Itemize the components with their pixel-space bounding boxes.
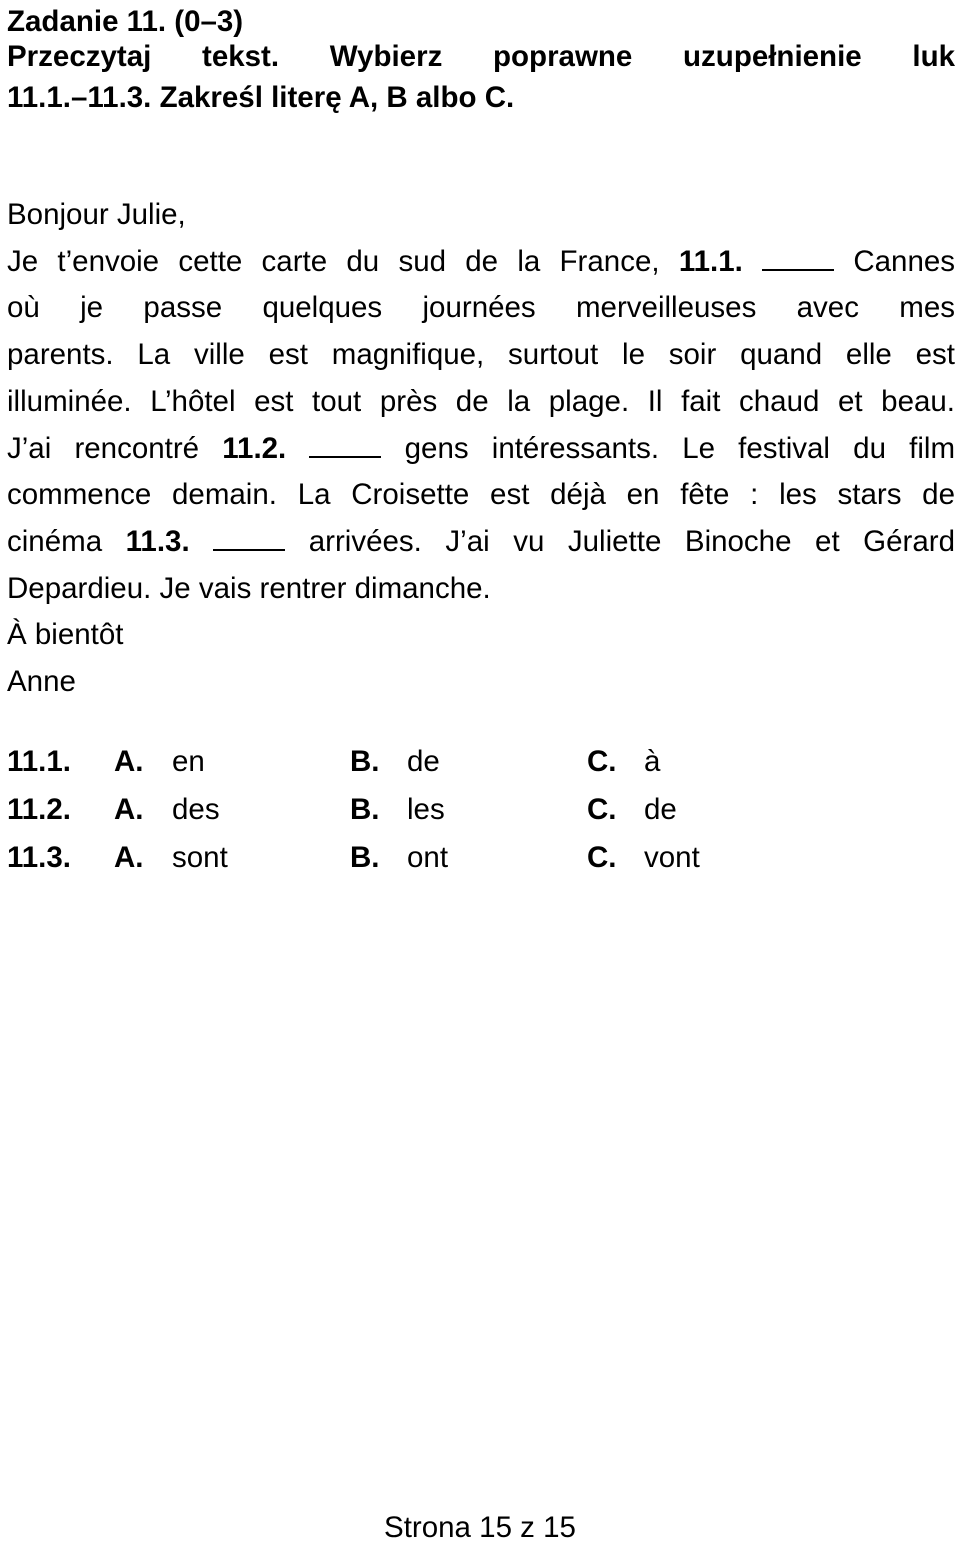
gap-number: 11.1. bbox=[678, 244, 743, 278]
option-a-text: sont bbox=[172, 841, 228, 874]
letter-line bbox=[7, 239, 955, 286]
letter-text-segment: gens intéressants. Le festival du film bbox=[404, 431, 956, 465]
option-row-11-1 bbox=[7, 738, 767, 786]
answer-gap bbox=[762, 241, 834, 271]
option-c-letter[interactable]: C. bbox=[587, 745, 617, 778]
answer-options bbox=[7, 738, 767, 882]
gap-number: 11.2. bbox=[222, 431, 287, 465]
letter-line: Depardieu. Je vais rentrer dimanche. bbox=[7, 571, 491, 605]
question-number: 11.1. bbox=[7, 745, 71, 778]
option-c-text: vont bbox=[644, 841, 700, 874]
letter-line: où je passe quelques journées merveilleuses avec mes bbox=[7, 291, 955, 325]
instruction-line: 11.1.–11.3. Zakreśl literę A, B albo C. bbox=[7, 81, 515, 114]
option-row-11-3 bbox=[7, 834, 767, 882]
letter-closing: À bientôt bbox=[7, 618, 124, 652]
option-c-text: de bbox=[644, 793, 677, 826]
letter-signature: Anne bbox=[7, 665, 76, 699]
option-a-letter[interactable]: A. bbox=[114, 745, 144, 778]
letter-line: illuminée. L’hôtel est tout près de la plage. Il fait chaud et beau. bbox=[7, 384, 955, 418]
gap-number: 11.3. bbox=[125, 524, 190, 558]
task-title: Zadanie 11. (0–3) bbox=[7, 5, 244, 38]
letter-line bbox=[7, 426, 955, 473]
option-c-text: à bbox=[644, 745, 661, 778]
letter-greeting: Bonjour Julie, bbox=[7, 198, 186, 231]
option-c-letter[interactable]: C. bbox=[587, 841, 617, 874]
option-c-letter[interactable]: C. bbox=[587, 793, 617, 826]
task-instruction bbox=[7, 36, 955, 118]
letter-line bbox=[7, 519, 955, 566]
letter-line: parents. La ville est magnifique, surtout le soir quand elle est bbox=[7, 338, 955, 372]
option-b-text: ont bbox=[407, 841, 449, 874]
option-a-letter[interactable]: A. bbox=[114, 793, 144, 826]
option-a-letter[interactable]: A. bbox=[114, 841, 144, 874]
option-a-text: en bbox=[172, 745, 205, 778]
letter-text-segment: Cannes bbox=[853, 244, 956, 278]
option-b-letter[interactable]: B. bbox=[350, 841, 380, 874]
letter-text-segment: cinéma bbox=[7, 524, 103, 558]
question-number: 11.3. bbox=[7, 841, 71, 874]
letter-line: commence demain. La Croisette est déjà en fête : les stars de bbox=[7, 478, 955, 512]
option-b-letter[interactable]: B. bbox=[350, 793, 380, 826]
page-number: Strona 15 z 15 bbox=[384, 1511, 576, 1544]
option-a-text: des bbox=[172, 793, 220, 826]
answer-gap bbox=[309, 428, 381, 458]
letter-text-segment: Je t’envoie cette carte du sud de la France, bbox=[7, 244, 660, 278]
option-row-11-2 bbox=[7, 786, 767, 834]
instruction-line: Przeczytaj tekst. Wybierz poprawne uzupełnienie luk bbox=[7, 40, 955, 73]
letter-text bbox=[7, 192, 955, 706]
question-number: 11.2. bbox=[7, 793, 71, 826]
letter-text-segment: J’ai rencontré bbox=[7, 431, 200, 465]
letter-text-segment: arrivées. J’ai vu Juliette Binoche et Gérard bbox=[308, 524, 955, 558]
option-b-letter[interactable]: B. bbox=[350, 745, 380, 778]
answer-gap bbox=[213, 521, 285, 551]
option-b-text: de bbox=[407, 745, 440, 778]
option-b-text: les bbox=[407, 793, 445, 826]
